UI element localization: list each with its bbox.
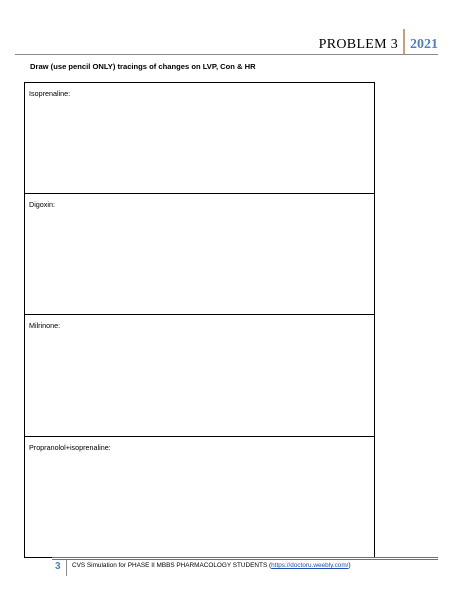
footer-divider [66,560,67,576]
problem-title: PROBLEM 3 [318,37,398,52]
panel-propranolol-isoprenaline[interactable] [25,437,374,557]
header-rule [15,54,438,55]
panel-digoxin[interactable] [25,194,374,315]
page-number: 3 [55,561,61,572]
page-header [319,27,438,55]
panel-label: Digoxin: [29,200,55,209]
panel-label: Isoprenaline: [29,89,71,98]
footer-link[interactable]: https://doctoru.weebly.com/ [271,562,349,569]
footer-rule-second [52,559,438,560]
panel-label: Propranolol+isoprenaline: [29,443,111,452]
footer-prefix: CVS Simulation for PHASE II MBBS PHARMACOLOGY STUDENTS ( [72,562,272,569]
panel-isoprenaline[interactable] [25,83,374,194]
footer-suffix: ) [348,562,351,569]
footer-rule [52,557,438,558]
footer-text [72,562,351,569]
year-label: 2021 [410,37,438,52]
instruction-text: Draw (use pencil ONLY) tracings of changes on LVP, Con & HR [30,62,256,71]
panel-label: Milrinone: [29,321,61,330]
tracing-table [24,82,375,558]
panel-milrinone[interactable] [25,315,374,437]
